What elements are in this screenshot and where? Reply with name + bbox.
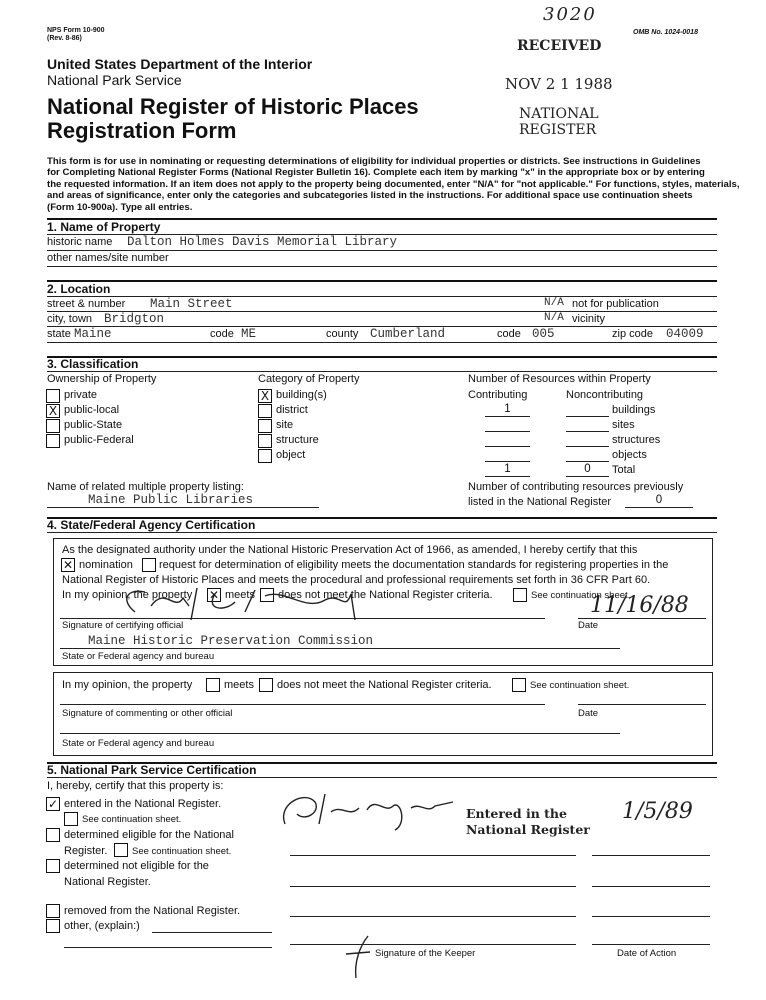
county-value: Cumberland [370, 327, 446, 341]
historic-name-label: historic name [47, 236, 113, 248]
ownership-public-state-checkbox[interactable] [46, 419, 60, 433]
form-revision: (Rev. 8-86) [47, 35, 82, 42]
category-structure-label: structure [276, 434, 319, 446]
eligible-continuation-checkbox[interactable] [114, 843, 128, 857]
objects-label: objects [612, 449, 647, 461]
does-not-meet-2-label: does not meet the National Register criteria. [277, 679, 492, 691]
ownership-label: Ownership of Property [47, 373, 157, 385]
category-building-label: building(s) [276, 389, 327, 401]
form-title: National Register of Historic Places [47, 94, 419, 119]
section-5-heading: 5. National Park Service Certification [47, 763, 257, 777]
date-label: Date [578, 620, 599, 631]
category-district-label: district [276, 404, 308, 416]
ownership-private-label: private [64, 389, 98, 401]
entered-stamp-1: Entered in the [466, 806, 567, 821]
keeper-label: Signature of the Keeper [375, 948, 476, 959]
sites-label: sites [612, 419, 635, 431]
multiple-listing-value: Maine Public Libraries [88, 493, 254, 507]
stamp-national: NATIONAL [519, 106, 599, 122]
contributing-total: 1 [504, 463, 511, 475]
noncontributing-total: 0 [584, 463, 591, 475]
section-1-heading: 1. Name of Property [47, 220, 161, 234]
street-value: Main Street [150, 297, 233, 311]
service: National Park Service [47, 72, 182, 88]
date-of-action-label: Date of Action [617, 948, 677, 959]
not-for-publication-label: not for publication [572, 298, 659, 310]
state-code-label: code [210, 328, 234, 340]
stamp-number: 3020 [543, 4, 597, 25]
signature-label: Signature of certifying official [62, 620, 184, 631]
not-eligible-label-1: determined not eligible for the [64, 860, 209, 872]
contributing-buildings: 1 [504, 403, 511, 415]
removed-checkbox[interactable] [46, 904, 60, 918]
continuation-2-label: See continuation sheet. [530, 680, 630, 691]
nomination-label: nomination [79, 559, 133, 571]
section-3-heading: 3. Classification [47, 357, 139, 371]
instructions: This form is for use in nominating or requesting determinations of eligibility for individual properties or districts. See instructions in Guidelines for Completing National Register Forms (National Register Bulletin 16). Complete each item by marking "x" in the appropriate box or by entering the requested information. If an item does not apply to the property being documented, enter "N/A" for "not applicable." For functions, styles, materials, and areas of significance, enter only the categories and subcategories listed in the instructions. For additional space use continuation sheets (Form 10-900a). Type all entries. [47, 156, 740, 213]
not-eligible-checkbox[interactable] [46, 859, 60, 873]
category-structure-checkbox[interactable] [258, 434, 272, 448]
continuation-label: See continuation sheet. [531, 590, 631, 601]
ownership-public-local-label: public-local [64, 404, 120, 416]
form-number: NPS Form 10-900 [47, 27, 105, 34]
ownership-public-state-label: public-State [64, 419, 123, 431]
previously-listed-value: 0 [655, 494, 663, 506]
resources-label: Number of Resources within Property [468, 373, 651, 385]
zip-value: 04009 [666, 327, 704, 341]
signature-2-label: Signature of commenting or other official [62, 708, 233, 719]
opinion-2-label: In my opinion, the property [62, 679, 193, 691]
category-object-checkbox[interactable] [258, 449, 272, 463]
continuation-2-checkbox[interactable] [512, 678, 526, 692]
entered-stamp-2: National Register [466, 822, 590, 837]
ownership-public-federal-label: public-Federal [64, 434, 134, 446]
date-2-label: Date [578, 708, 599, 719]
meets-label: meets [225, 589, 255, 601]
category-site-checkbox[interactable] [258, 419, 272, 433]
action-date: 1/5/89 [622, 799, 693, 824]
county-code-value: 005 [532, 327, 555, 341]
noncontributing-label: Noncontributing [566, 389, 644, 401]
category-label: Category of Property [258, 373, 360, 385]
category-site-label: site [276, 419, 294, 431]
opinion-label: In my opinion, the property [62, 589, 193, 601]
entered-label: entered in the National Register. [64, 798, 222, 810]
other-checkbox[interactable] [46, 919, 60, 933]
eligible-label-2: Register. [64, 845, 108, 857]
ownership-private-checkbox[interactable] [46, 389, 60, 403]
eligible-continuation-label: See continuation sheet. [132, 846, 232, 857]
contributing-label: Contributing [468, 389, 528, 401]
certification-date: 11/16/88 [590, 593, 689, 618]
previously-listed-label-2: listed in the National Register [468, 496, 612, 508]
category-object-label: object [276, 449, 306, 461]
vicinity-mark: N/A [544, 312, 564, 324]
meets-checkbox[interactable]: ✕ [208, 588, 220, 602]
entered-continuation-label: See continuation sheet. [82, 814, 182, 825]
zip-label: zip code [612, 328, 653, 340]
other-label: other, (explain:) [64, 920, 140, 932]
category-building-checkbox[interactable]: X [258, 389, 272, 403]
not-for-publication-mark: N/A [544, 297, 564, 309]
city-value: Bridgton [104, 312, 165, 326]
certify-label: I, hereby, certify that this property is: [47, 780, 224, 792]
historic-name-value: Dalton Holmes Davis Memorial Library [127, 235, 398, 249]
agency-2-label: State or Federal agency and bureau [62, 738, 215, 749]
not-eligible-label-2: National Register. [64, 876, 151, 888]
department: United States Department of the Interior [47, 56, 313, 72]
received-stamp: RECEIVED [517, 38, 602, 54]
certification-text-3: National Register of Historic Places and meets the procedural and professional requirements set forth in 36 CFR Part 60. [62, 574, 651, 586]
nomination-checkbox[interactable]: ✕ [62, 558, 74, 572]
meets-2-label: meets [224, 679, 254, 691]
other-names-label: other names/site number [47, 252, 169, 264]
multiple-listing-label: Name of related multiple property listing: [47, 481, 244, 493]
street-label: street & number [47, 298, 126, 310]
agency-label: State or Federal agency and bureau [62, 651, 215, 662]
ownership-public-local-checkbox[interactable]: X [46, 404, 60, 418]
does-not-meet-label: does not meet the National Register criteria. [278, 589, 493, 601]
buildings-label: buildings [612, 404, 656, 416]
city-label: city, town [47, 313, 93, 325]
omb-number: OMB No. 1024-0018 [633, 29, 698, 36]
received-date: NOV 2 1 1988 [505, 75, 613, 93]
total-label: Total [612, 464, 636, 476]
does-not-meet-2-checkbox[interactable] [259, 678, 273, 692]
certification-text-2: request for determination of eligibility meets the documentation standards for registering properties in the [159, 559, 669, 571]
entered-checkbox[interactable]: ✓ [47, 797, 59, 811]
previously-listed-label-1: Number of contributing resources previously [468, 481, 684, 493]
keeper-signature [275, 784, 465, 834]
request-checkbox[interactable] [142, 558, 156, 572]
ownership-public-federal-checkbox[interactable] [46, 434, 60, 448]
entered-continuation-checkbox[interactable] [64, 812, 78, 826]
eligible-checkbox[interactable] [46, 828, 60, 842]
continuation-checkbox[interactable] [513, 588, 527, 602]
meets-2-checkbox[interactable] [206, 678, 220, 692]
state-code-value: ME [241, 327, 257, 341]
section-2-heading: 2. Location [47, 282, 111, 296]
county-code-label: code [497, 328, 521, 340]
agency-value: Maine Historic Preservation Commission [88, 634, 374, 648]
category-district-checkbox[interactable] [258, 404, 272, 418]
section-4-heading: 4. State/Federal Agency Certification [47, 518, 256, 532]
eligible-label-1: determined eligible for the National [64, 829, 234, 841]
vicinity-label: vicinity [572, 313, 606, 325]
keeper-initial [340, 932, 380, 982]
stamp-register: REGISTER [519, 122, 597, 138]
state-label: state [47, 328, 71, 340]
state-value: Maine [74, 327, 112, 341]
form-subtitle: Registration Form [47, 118, 237, 143]
removed-label: removed from the National Register. [64, 905, 241, 917]
county-label: county [326, 328, 359, 340]
certification-text-1: As the designated authority under the National Historic Preservation Act of 1966, as amended, I hereby certify that this [62, 544, 638, 556]
structures-label: structures [612, 434, 661, 446]
